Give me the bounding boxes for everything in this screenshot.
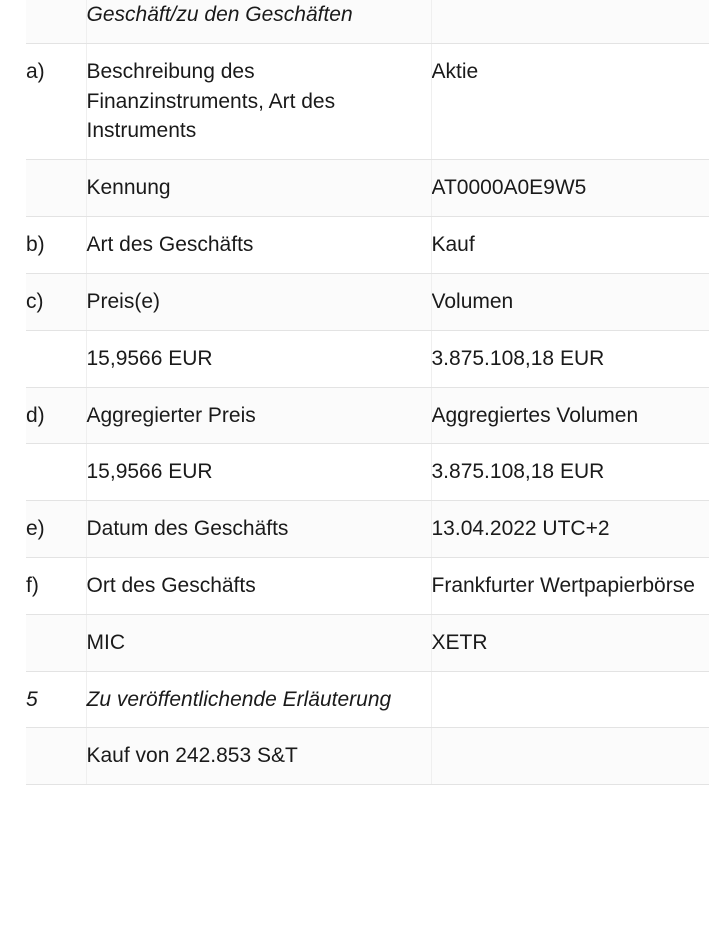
transaction-details-table	[26, 0, 709, 785]
row-value	[431, 728, 709, 785]
table-row	[26, 614, 709, 671]
row-label: 15,9566 EUR	[86, 330, 431, 387]
row-label: MIC	[86, 614, 431, 671]
table-row	[26, 330, 709, 387]
table-row	[26, 557, 709, 614]
table-row	[26, 217, 709, 274]
row-index: e)	[26, 501, 86, 558]
row-value: 13.04.2022 UTC+2	[431, 501, 709, 558]
table-row	[26, 501, 709, 558]
row-index	[26, 444, 86, 501]
row-value: Volumen	[431, 273, 709, 330]
row-label: Zu veröffentlichende Erläuterung	[86, 671, 431, 728]
row-label: Beschreibung des Finanzinstruments, Art des Instruments	[86, 43, 431, 159]
row-value	[431, 671, 709, 728]
table-row	[26, 728, 709, 785]
row-value: Aggregiertes Volumen	[431, 387, 709, 444]
row-value: XETR	[431, 614, 709, 671]
table-body	[26, 0, 709, 785]
table-row	[26, 273, 709, 330]
table-row	[26, 0, 709, 43]
row-label: Kennung	[86, 160, 431, 217]
row-value: Kauf	[431, 217, 709, 274]
row-label: Datum des Geschäfts	[86, 501, 431, 558]
row-index: 5	[26, 671, 86, 728]
row-label: Aggregierter Preis	[86, 387, 431, 444]
row-value: 3.875.108,18 EUR	[431, 330, 709, 387]
row-index	[26, 0, 86, 43]
row-index	[26, 160, 86, 217]
table-row	[26, 444, 709, 501]
row-index	[26, 728, 86, 785]
row-value: Frankfurter Wertpapierbörse	[431, 557, 709, 614]
row-index: d)	[26, 387, 86, 444]
row-index: a)	[26, 43, 86, 159]
row-index	[26, 614, 86, 671]
row-value: Aktie	[431, 43, 709, 159]
row-index: b)	[26, 217, 86, 274]
row-index: f)	[26, 557, 86, 614]
table-row	[26, 43, 709, 159]
row-value: AT0000A0E9W5	[431, 160, 709, 217]
row-label: Art des Geschäfts	[86, 217, 431, 274]
row-label: Ort des Geschäfts	[86, 557, 431, 614]
row-label: Kauf von 242.853 S&T	[86, 728, 431, 785]
row-index	[26, 330, 86, 387]
table-row	[26, 387, 709, 444]
row-value: 3.875.108,18 EUR	[431, 444, 709, 501]
row-label: Preis(e)	[86, 273, 431, 330]
row-label: 15,9566 EUR	[86, 444, 431, 501]
row-value	[431, 0, 709, 43]
table-row	[26, 671, 709, 728]
row-index: c)	[26, 273, 86, 330]
row-label: Geschäft/zu den Geschäften	[86, 0, 431, 43]
table-row	[26, 160, 709, 217]
